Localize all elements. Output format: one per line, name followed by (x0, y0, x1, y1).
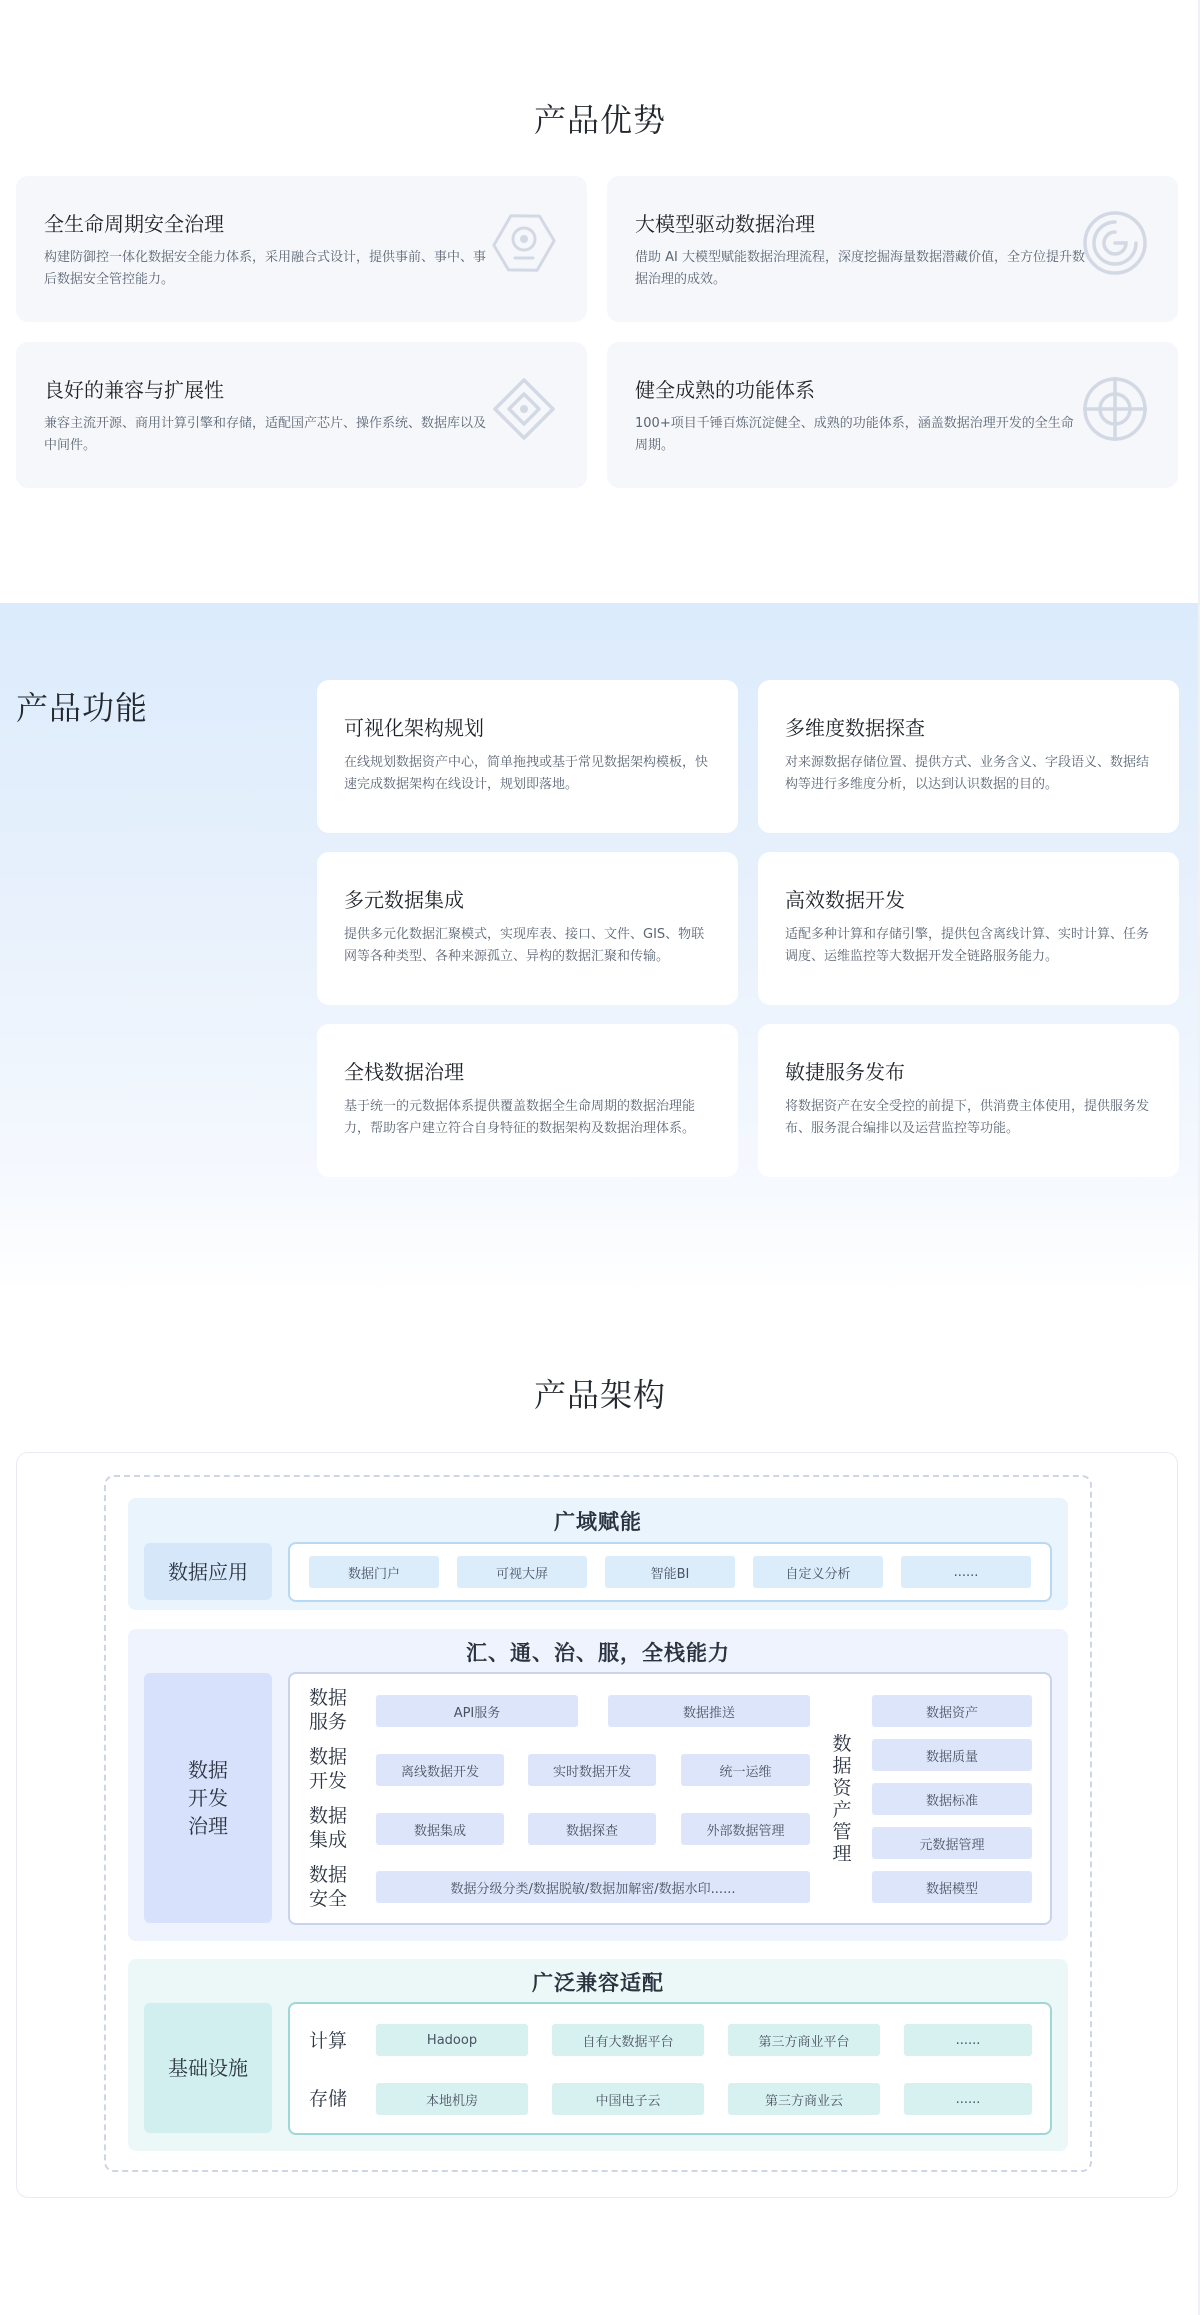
function-card-desc: 在线规划数据资产中心，简单拖拽或基于常见数据架构模板，快速完成数据架构在线设计，规划即落地。 (344, 755, 709, 792)
asset-chip-quality: 数据质量 (872, 1739, 1032, 1771)
advantage-card-desc: 兼容主流开源、商用计算引擎和存储，适配国产芯片、操作系统、数据库以及中间件。 (44, 416, 487, 453)
advantage-card-title: 全生命周期安全治理 (44, 212, 224, 236)
app-layer-title: 广域赋能 (554, 1510, 642, 1534)
app-chip-custom-analysis: 自定义分析 (753, 1556, 883, 1588)
infra-chip-third-party-cloud: 第三方商业云 (728, 2083, 880, 2115)
compatibility-diamond-icon (489, 374, 559, 444)
advantage-card-feature-system (607, 342, 1178, 488)
infra-chip-cec-cloud: 中国电子云 (552, 2083, 704, 2115)
function-card-data-development (758, 852, 1179, 1005)
asset-chip-assets: 数据资产 (872, 1695, 1032, 1727)
advantage-card-compatibility (16, 342, 587, 488)
function-card-title: 多元数据集成 (344, 888, 464, 912)
dev-chip-offline: 离线数据开发 (376, 1754, 504, 1786)
dev-chip-external: 外部数据管理 (681, 1813, 810, 1845)
dev-chip-api: API服务 (376, 1695, 578, 1727)
infra-row-label-compute: 计算 (309, 2030, 348, 2052)
dev-layer-label-line: 治理 (188, 1814, 228, 1838)
function-card-title: 可视化架构规划 (344, 716, 484, 740)
infra-chip-third-party-platform: 第三方商业平台 (728, 2024, 880, 2056)
infra-chip-storage-more: ...... (904, 2083, 1032, 2115)
target-compass-icon (1080, 374, 1150, 444)
infra-layer-inner (288, 2002, 1052, 2135)
infra-chip-hadoop: Hadoop (376, 2024, 528, 2056)
dev-chip-ops: 统一运维 (681, 1754, 810, 1786)
function-card-data-exploration (758, 680, 1179, 833)
asset-chip-standard: 数据标准 (872, 1783, 1032, 1815)
security-shield-icon (489, 208, 559, 278)
function-card-architecture-planning (317, 680, 738, 833)
infra-layer-title: 广泛兼容适配 (532, 1971, 664, 1995)
app-chip-bi: 智能BI (605, 1556, 735, 1588)
dev-layer-label-line: 数据 (188, 1758, 228, 1782)
function-card-service-publish (758, 1024, 1179, 1177)
function-card-desc: 将数据资产在安全受控的前提下，供消费主体使用，提供服务发布、服务混合编排以及运营监控等功能。 (785, 1099, 1150, 1136)
asset-management-label: 数 据 资 产 管 理 (832, 1733, 852, 1865)
function-card-title: 全栈数据治理 (344, 1060, 464, 1084)
function-card-title: 多维度数据探查 (785, 716, 925, 740)
dev-row-label-service: 数据 服务 (309, 1687, 348, 1733)
function-card-data-integration (317, 852, 738, 1005)
app-chip-portal: 数据门户 (309, 1556, 439, 1588)
dev-layer-label (144, 1673, 272, 1923)
function-card-desc: 基于统一的元数据体系提供覆盖数据全生命周期的数据治理能力，帮助客户建立符合自身特征的数据架构及数据治理体系。 (344, 1099, 696, 1136)
dev-chip-integration: 数据集成 (376, 1813, 504, 1845)
advantage-card-desc: 100+项目千锤百炼沉淀健全、成熟的功能体系，涵盖数据治理开发的全生命周期。 (635, 416, 1074, 453)
function-card-title: 高效数据开发 (785, 888, 905, 912)
advantage-card-desc: 借助 AI 大模型赋能数据治理流程，深度挖掘海量数据潜藏价值，全方位提升数据治理的成效。 (635, 250, 1085, 287)
dev-layer-title: 汇、通、治、服，全栈能力 (466, 1641, 730, 1665)
infra-row-label-storage: 存储 (309, 2088, 348, 2110)
advantage-card-title: 健全成熟的功能体系 (635, 378, 815, 402)
infra-chip-own-platform: 自有大数据平台 (552, 2024, 704, 2056)
function-card-desc: 提供多元化数据汇聚模式，实现库表、接口、文件、GIS、物联网等各种类型、各种来源孤立、异构的数据汇聚和传输。 (344, 927, 705, 964)
asset-chip-metadata: 元数据管理 (872, 1827, 1032, 1859)
functions-title: 产品功能 (16, 689, 149, 727)
function-card-data-governance (317, 1024, 738, 1177)
function-card-title: 敏捷服务发布 (785, 1060, 905, 1084)
infra-chip-compute-more: ...... (904, 2024, 1032, 2056)
advantage-card-title: 良好的兼容与扩展性 (44, 378, 224, 402)
function-card-desc: 适配多种计算和存储引擎，提供包含离线计算、实时计算、任务调度、运维监控等大数据开发全链路服务能力。 (785, 927, 1150, 964)
dev-row-label-security: 数据 安全 (309, 1864, 348, 1910)
function-card-desc: 对来源数据存储位置、提供方式、业务含义、字段语义、数据结构等进行多维度分析，以达到认识数据的目的。 (785, 755, 1150, 792)
infra-layer-label: 基础设施 (144, 2003, 272, 2133)
dev-row-label-development: 数据 开发 (309, 1746, 348, 1792)
infra-chip-local-dc: 本地机房 (376, 2083, 528, 2115)
app-layer-label: 数据应用 (144, 1543, 272, 1600)
dev-layer-label-line: 开发 (188, 1786, 228, 1810)
dev-row-label-integration: 数据 集成 (309, 1805, 348, 1851)
app-chip-more: ...... (901, 1556, 1031, 1588)
app-chip-bigscreen: 可视大屏 (457, 1556, 587, 1588)
architecture-title: 产品架构 (533, 1376, 666, 1414)
dev-chip-push: 数据推送 (608, 1695, 810, 1727)
advantage-card-lifecycle-security (16, 176, 587, 322)
dev-chip-exploration: 数据探查 (528, 1813, 656, 1845)
advantage-card-title: 大模型驱动数据治理 (635, 212, 815, 236)
ai-model-icon (1080, 208, 1150, 278)
advantages-title: 产品优势 (533, 101, 666, 139)
advantage-card-desc: 构建防御控一体化数据安全能力体系，采用融合式设计，提供事前、事中、事后数据安全管控能力。 (44, 250, 487, 287)
asset-chip-model: 数据模型 (872, 1871, 1032, 1903)
dev-chip-realtime: 实时数据开发 (528, 1754, 656, 1786)
advantage-card-ai-governance (607, 176, 1178, 322)
dev-chip-security: 数据分级分类/数据脱敏/数据加解密/数据水印...... (376, 1871, 810, 1903)
